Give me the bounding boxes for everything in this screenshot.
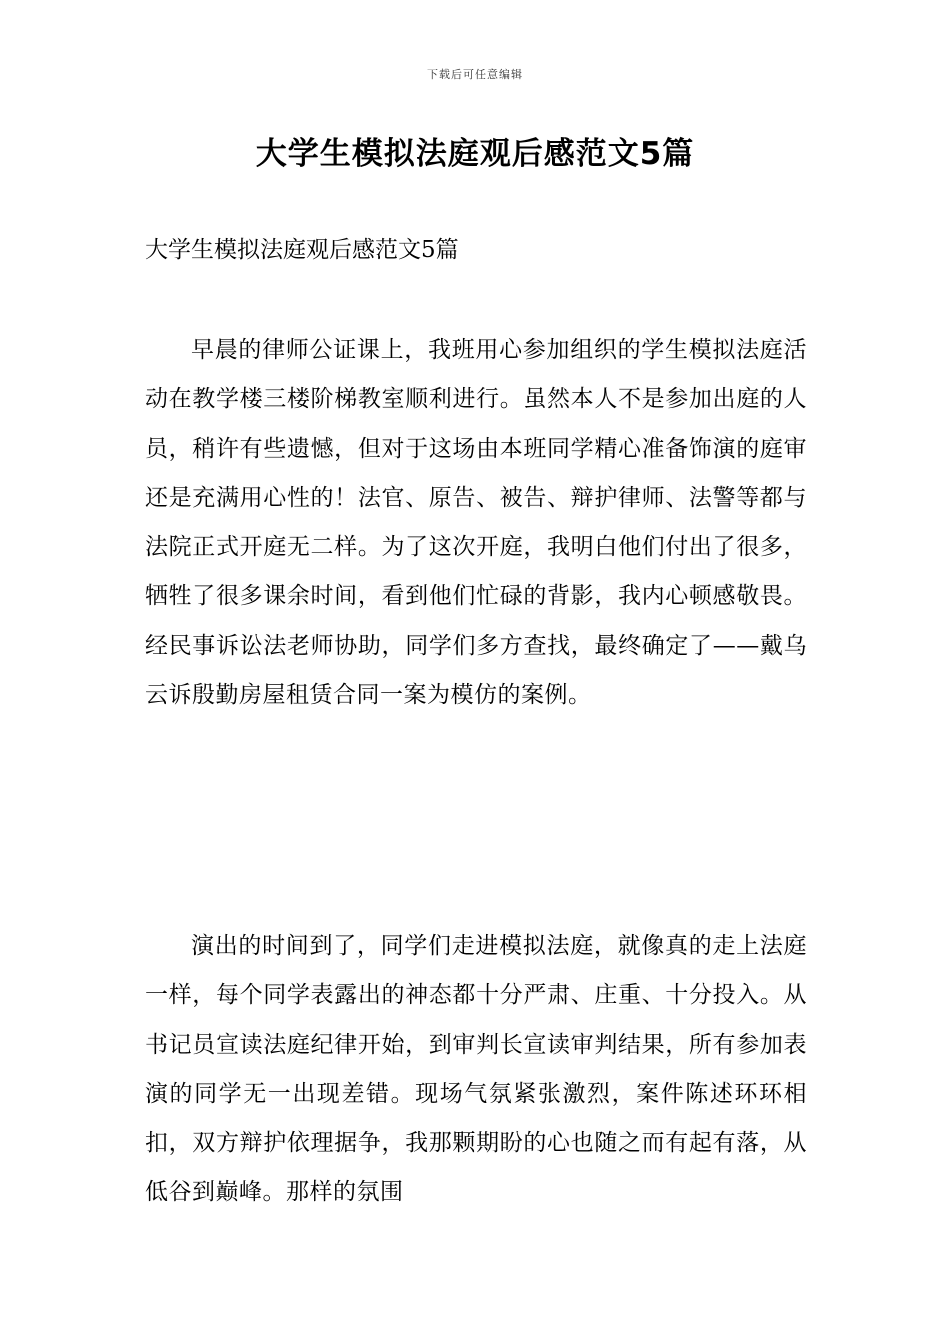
header-note: 下载后可任意编辑 — [427, 68, 523, 81]
body-paragraph: 演出的时间到了，同学们走进模拟法庭，就像真的走上法庭一样，每个同学表露出的神态都十分严肃、庄重、十分投入。从书记员宣读法庭纪律开始，到审判长宣读审判结果，所有参加表演的同学无一出现差错。现场气氛紧张激烈，案件陈述环环相扣，双方辩护依理据争，我那颗期盼的心也随之而有起有落，从低谷到巅峰。那样的氛围 — [145, 933, 807, 1206]
body-paragraph: 早晨的律师公证课上，我班用心参加组织的学生模拟法庭活动在教学楼三楼阶梯教室顺利进行。虽然本人不是参加出庭的人员，稍许有些遗憾，但对于这场由本班同学精心准备饰演的庭审还是充满用心性的！法官、原告、被告、辩护律师、法警等都与法院正式开庭无二样。为了这次开庭，我明白他们付出了很多，牺牲了很多课余时间，看到他们忙碌的背影，我内心顿感敬畏。经民事诉讼法老师协助，同学们多方查找，最终确定了——戴乌云诉殷勤房屋租赁合同一案为模仿的案例。 — [145, 337, 807, 709]
document-title: 大学生模拟法庭观后感范文5篇 — [255, 136, 695, 172]
document-subtitle: 大学生模拟法庭观后感范文5篇 — [145, 237, 459, 263]
